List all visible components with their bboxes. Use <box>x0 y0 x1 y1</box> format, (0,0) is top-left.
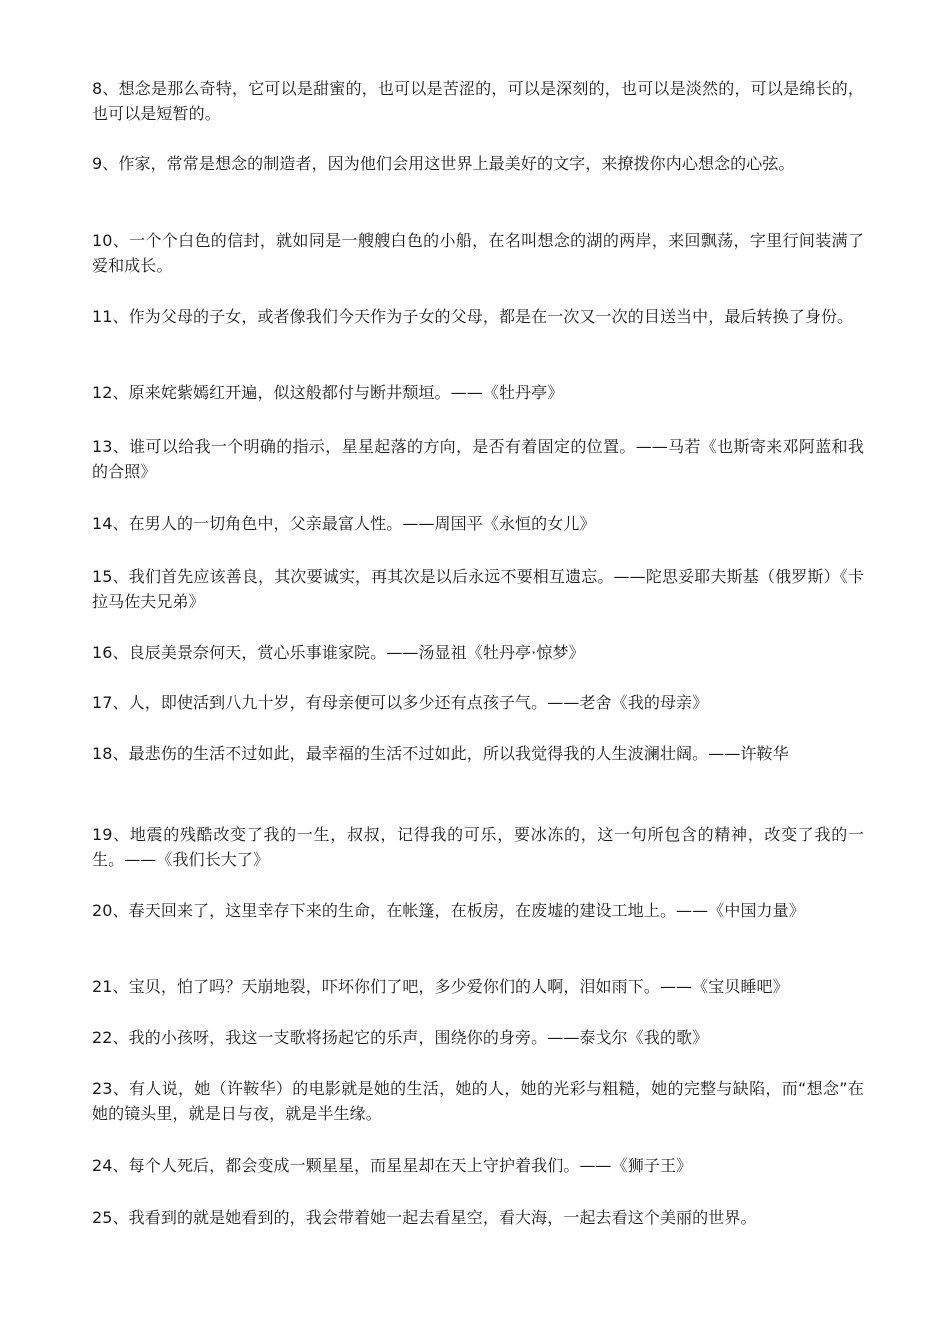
quote-25: 25、我看到的就是她看到的，我会带着她一起去看星空，看大海，一起去看这个美丽的世界。 <box>92 1208 757 1227</box>
quote-11: 11、作为父母的子女，或者像我们今天作为子女的父母，都是在一次又一次的目送当中，最后转换了身份。 <box>92 307 854 326</box>
quote-20: 20、春天回来了，这里幸存下来的生命，在帐篷，在板房，在废墟的建设工地上。——《中国力量》 <box>92 901 805 920</box>
quote-12: 12、原来姹紫嫣红开遍，似这般都付与断井颓垣。——《牡丹亭》 <box>92 383 564 402</box>
quote-10: 10、一个个白色的信封，就如同是一艘艘白色的小船，在名叫想念的湖的两岸，来回飘荡，字里行间装满了爱和成长。 <box>92 231 864 275</box>
quote-24: 24、每个人死后，都会变成一颗星星，而星星却在天上守护着我们。——《狮子王》 <box>92 1156 693 1175</box>
quote-22: 22、我的小孩呀，我这一支歌将扬起它的乐声，围绕你的身旁。——泰戈尔《我的歌》 <box>92 1028 709 1047</box>
quote-18: 18、最悲伤的生活不过如此，最幸福的生活不过如此，所以我觉得我的人生波澜壮阔。——许鞍华 <box>92 744 789 763</box>
quote-23: 23、有人说，她（许鞍华）的电影就是她的生活，她的人，她的光彩与粗糙，她的完整与缺陷，而“想念”在她的镜头里，就是日与夜，就是半生缘。 <box>92 1079 864 1123</box>
quote-16: 16、良辰美景奈何天，赏心乐事谁家院。——汤显祖《牡丹亭·惊梦》 <box>92 643 585 662</box>
quote-19: 19、地震的残酷改变了我的一生，叔叔，记得我的可乐，要冰冻的，这一句所包含的精神，改变了我的一生。——《我们长大了》 <box>92 825 864 869</box>
quote-8: 8、想念是那么奇特，它可以是甜蜜的，也可以是苦涩的，可以是深刻的，也可以是淡然的，可以是绵长的，也可以是短暂的。 <box>92 79 864 123</box>
quote-9: 9、作家，常常是想念的制造者，因为他们会用这世界上最美好的文字，来撩拨你内心想念的心弦。 <box>92 154 795 173</box>
quote-21: 21、宝贝，怕了吗？天崩地裂，吓坏你们了吧，多少爱你们的人啊，泪如雨下。——《宝贝睡吧》 <box>92 977 789 996</box>
quote-17: 17、人，即使活到八九十岁，有母亲便可以多少还有点孩子气。——老舍《我的母亲》 <box>92 693 709 712</box>
quote-15: 15、我们首先应该善良，其次要诚实，再其次是以后永远不要相互遗忘。——陀思妥耶夫斯基（俄罗斯）《卡拉马佐夫兄弟》 <box>92 567 864 611</box>
quote-14: 14、在男人的一切角色中，父亲最富人性。——周国平《永恒的女儿》 <box>92 514 596 533</box>
quote-13: 13、谁可以给我一个明确的指示，星星起落的方向，是否有着固定的位置。——马若《也斯寄来邓阿蓝和我的合照》 <box>92 437 864 481</box>
